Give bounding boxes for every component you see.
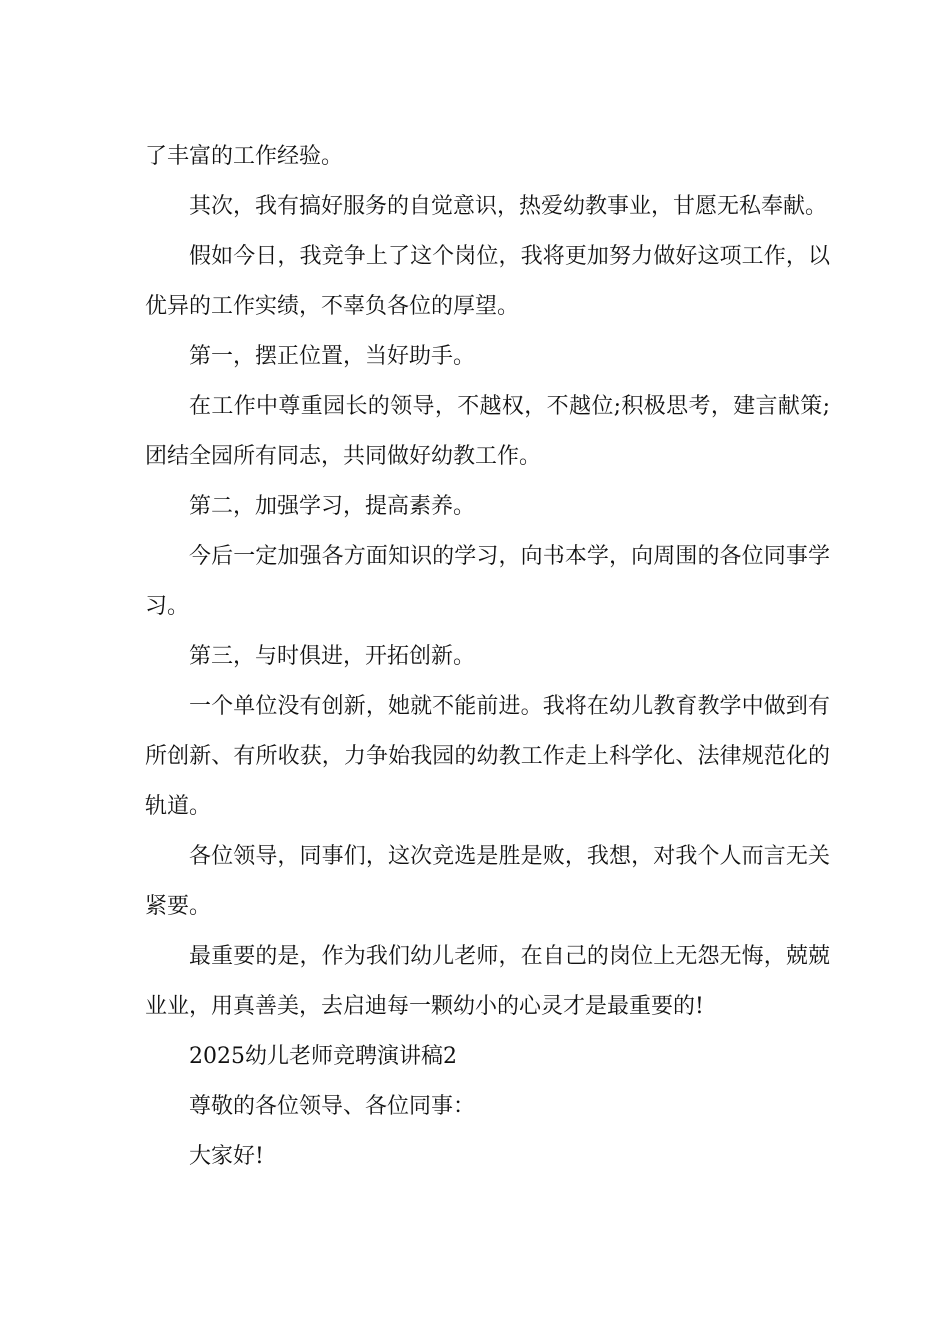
paragraph: 各位领导，同事们，这次竞选是胜是败，我想，对我个人而言无关紧要。 — [145, 844, 830, 919]
paragraph-heading: 第一，摆正位置，当好助手。 — [189, 344, 476, 369]
paragraph-continuation: 了丰富的工作经验。 — [145, 144, 344, 169]
greeting: 大家好! — [189, 1144, 264, 1169]
section-title: 2025幼儿老师竞聘演讲稿2 — [189, 1044, 457, 1069]
paragraph: 在工作中尊重园长的领导，不越权，不越位;积极思考，建言献策;团结全园所有同志，共同做好幼教工作。 — [145, 394, 830, 469]
paragraph-heading: 第二，加强学习，提高素养。 — [189, 494, 476, 519]
paragraph: 假如今日，我竞争上了这个岗位，我将更加努力做好这项工作，以优异的工作实绩，不辜负各位的厚望。 — [145, 244, 830, 319]
paragraph: 今后一定加强各方面知识的学习，向书本学，向周围的各位同事学习。 — [145, 544, 830, 619]
paragraph: 最重要的是，作为我们幼儿老师，在自己的岗位上无怨无悔，兢兢业业，用真善美，去启迪每一颗幼小的心灵才是最重要的! — [145, 944, 830, 1019]
paragraph: 一个单位没有创新，她就不能前进。我将在幼儿教育教学中做到有所创新、有所收获，力争始我园的幼教工作走上科学化、法律规范化的轨道。 — [145, 694, 830, 819]
paragraph-heading: 第三，与时俱进，开拓创新。 — [189, 644, 476, 669]
document-body — [145, 132, 830, 1182]
salutation: 尊敬的各位领导、各位同事： — [189, 1094, 476, 1119]
paragraph: 其次，我有搞好服务的自觉意识，热爱幼教事业，甘愿无私奉献。 — [189, 194, 828, 219]
